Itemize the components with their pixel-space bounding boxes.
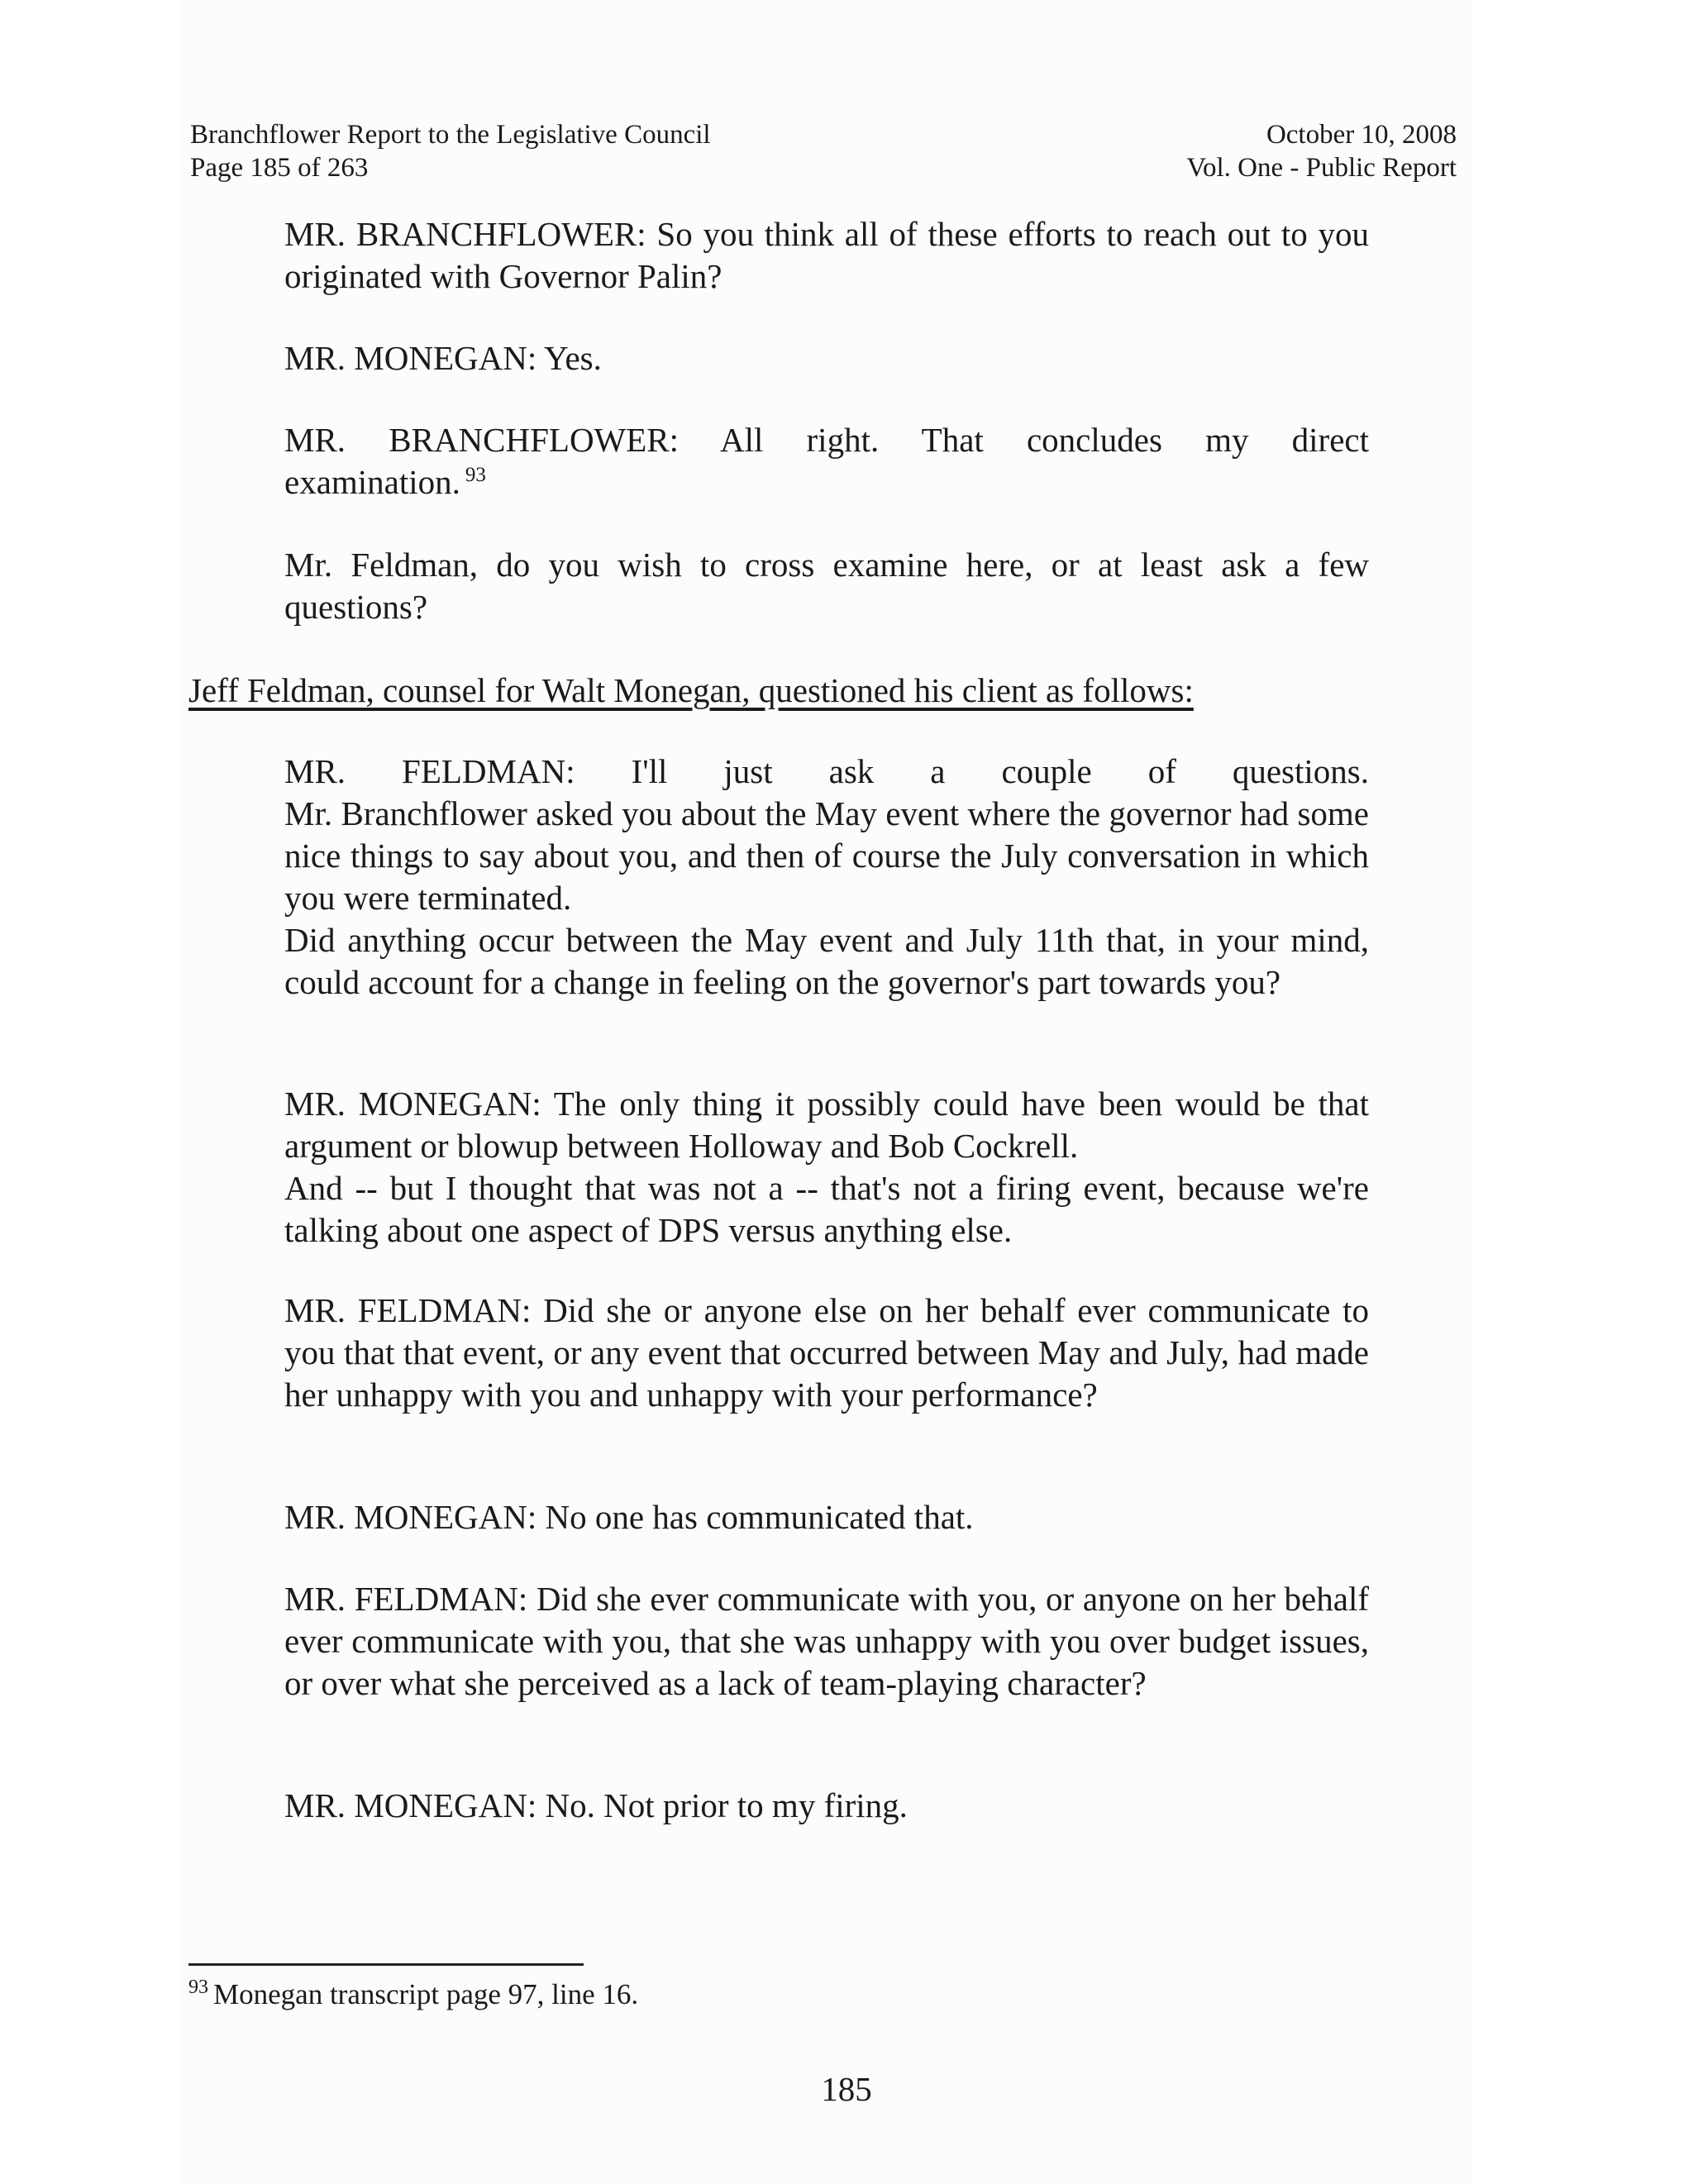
monegan-a1-body: MR. MONEGAN: The only thing it possibly could have been would be that argument or blowup between Holloway and Bob Cockrell.: [284, 1085, 1369, 1165]
header-left: [190, 118, 711, 184]
report-date: October 10, 2008: [1266, 120, 1457, 150]
paragraph-feldman-question-3: MR. FELDMAN: Did she ever communicate with you, or anyone on her behalf ever communicate with you, that she was unhappy with you over budget issues, or over what she perceived as a lack of team-playing character?: [284, 1580, 1369, 1702]
footnote-text: Monegan transcript page 97, line 16.: [213, 1978, 639, 2010]
feldman-q1-body: Mr. Branchflower asked you about the May event where the governor had some nice things to say about you, and then of course the July conversation in which you were terminated.: [284, 794, 1369, 917]
feldman-q1-line-1: MR. FELDMAN: I'll just ask a couple of questions.: [284, 752, 1369, 790]
paragraph-monegan-yes: MR. MONEGAN: Yes.: [284, 339, 602, 377]
conclusion-line-1: MR. BRANCHFLOWER: All right. That concludes my direct: [284, 421, 1369, 459]
paragraph-branchflower-conclusion: [284, 419, 1369, 503]
page-number: 185: [821, 2070, 872, 2108]
section-lead-in: Jeff Feldman, counsel for Walt Monegan, questioned his client as follows:: [188, 671, 1194, 709]
footnote-number: 93: [188, 1977, 208, 1999]
paragraph-branchflower-question: MR. BRANCHFLOWER: So you think all of these efforts to reach out to you originated with Governor Palin?: [284, 215, 1369, 295]
footnote: [188, 1977, 638, 2012]
feldman-q1-continuation: Did anything occur between the May event and July 11th that, in your mind, could account for a change in feeling on the governor's part towards you?: [284, 921, 1369, 1001]
page-reference: Page 185 of 263: [190, 153, 369, 183]
footnote-reference: 93: [465, 464, 486, 487]
report-volume: Vol. One - Public Report: [1186, 153, 1457, 183]
paragraph-monegan-answer-1: [284, 1083, 1369, 1252]
monegan-a1-continuation: And -- but I thought that was not a -- that's not a firing event, because we're talking about one aspect of DPS versus anything else.: [284, 1169, 1369, 1249]
conclusion-line-2: [284, 461, 1369, 503]
header-right: [1186, 118, 1457, 184]
footnote-divider: [188, 1963, 584, 1966]
paragraph-feldman-question-2: MR. FELDMAN: Did she or anyone else on her behalf ever communicate to you that that event, or any event that occurred between May and July, had made her unhappy with you and unhappy with your performance?: [284, 1291, 1369, 1414]
paragraph-feldman-question-1: [284, 751, 1369, 1004]
paragraph-monegan-answer-3: MR. MONEGAN: No. Not prior to my firing.: [284, 1786, 908, 1824]
conclusion-text: examination.: [284, 463, 460, 501]
paragraph-feldman-invite: Mr. Feldman, do you wish to cross examine here, or at least ask a few questions?: [284, 546, 1369, 626]
report-title: Branchflower Report to the Legislative Council: [190, 120, 711, 150]
paragraph-monegan-answer-2: MR. MONEGAN: No one has communicated that.: [284, 1498, 974, 1536]
